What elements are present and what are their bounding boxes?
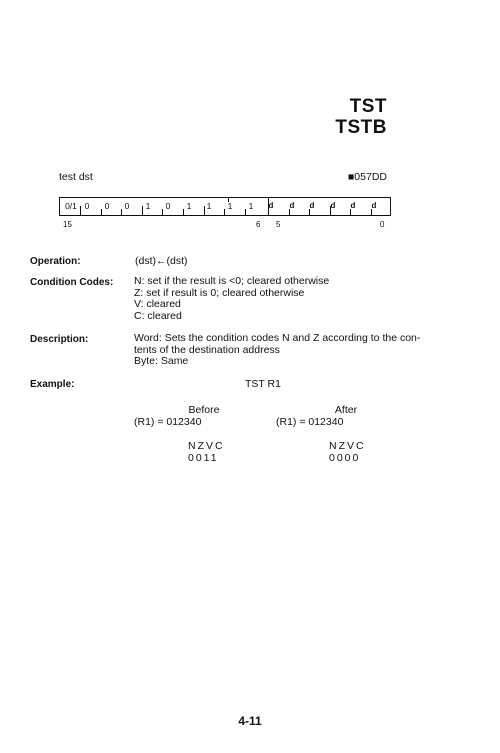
bit-tick	[183, 209, 184, 215]
bit-tick	[121, 209, 122, 215]
before-column	[134, 404, 244, 428]
bit-label-5: 5	[276, 220, 281, 229]
description-label: Description:	[30, 334, 89, 345]
after-heading: After	[334, 404, 358, 416]
bit-tick	[101, 209, 102, 215]
description-line: Byte: Same	[134, 355, 189, 367]
bit-10: 0	[165, 201, 171, 211]
bit-label-15: 15	[63, 220, 72, 229]
bit-2: d	[330, 201, 336, 210]
bit-1: d	[350, 201, 356, 210]
condition-n: N: set if the result is <0; cleared otherwise	[134, 275, 330, 287]
description-text	[134, 333, 420, 368]
before-register: (R1) = 012340	[134, 416, 202, 428]
bit-tick-top	[228, 197, 229, 202]
condition-z: Z: set if result is 0; cleared otherwise	[134, 286, 305, 299]
bit-0: d	[371, 201, 377, 210]
mnemonic-word: TST	[349, 96, 387, 117]
bit-8: 1	[206, 201, 212, 211]
before-cc-values: 0011	[188, 452, 219, 464]
condition-codes-text	[134, 276, 329, 322]
field-divider	[268, 198, 269, 215]
operation-label: Operation:	[30, 256, 81, 267]
after-column	[276, 404, 386, 428]
example-instruction: TST R1	[245, 378, 281, 390]
bit-13: 0	[104, 201, 110, 211]
description-line: tents of the destination address	[134, 343, 280, 356]
before-cc-names: NZVC	[188, 440, 225, 452]
instruction-format-box	[59, 197, 391, 216]
bit-tick	[245, 209, 246, 215]
after-cc-names: NZVC	[329, 440, 366, 452]
description-line: Word: Sets the condition codes N and Z according to the con-	[134, 332, 421, 344]
bit-tick	[350, 209, 351, 215]
bit-tick	[80, 206, 81, 215]
condition-v: V: cleared	[134, 298, 181, 310]
bit-5: d	[268, 201, 274, 210]
bit-tick	[309, 209, 310, 215]
after-cc	[329, 440, 366, 464]
page-number: 4-11	[238, 714, 262, 728]
bit-9: 1	[186, 201, 192, 211]
before-heading: Before	[188, 404, 220, 416]
bit-tick	[289, 209, 290, 215]
bit-tick	[162, 209, 163, 215]
bit-4: d	[289, 201, 295, 210]
before-cc	[188, 440, 225, 464]
mnemonic-byte: TSTB	[335, 117, 387, 138]
after-register: (R1) = 012340	[276, 416, 344, 428]
bit-tick	[330, 206, 331, 215]
bit-11: 1	[145, 201, 151, 211]
bit-label-6: 6	[256, 220, 261, 229]
bit-14: 0	[84, 201, 90, 211]
instruction-name: test dst	[59, 171, 93, 183]
operation-text: (dst)←(dst)	[135, 255, 188, 267]
bit-12: 0	[124, 201, 130, 211]
bit-tick	[204, 206, 205, 215]
bit-tick	[142, 206, 143, 215]
example-label: Example:	[30, 379, 75, 390]
bit-7: 1	[227, 201, 233, 211]
bit-label-0: 0	[380, 220, 385, 229]
condition-c: C: cleared	[134, 309, 182, 322]
bit-3: d	[309, 201, 315, 210]
bit-6: 1	[248, 201, 254, 211]
bit-tick	[371, 209, 372, 215]
opcode: ■057DD	[347, 171, 387, 183]
after-cc-values: 0000	[329, 452, 361, 464]
condition-codes-label: Condition Codes:	[30, 277, 114, 288]
bit-15: 0/1	[65, 201, 77, 211]
bit-tick	[224, 209, 225, 215]
